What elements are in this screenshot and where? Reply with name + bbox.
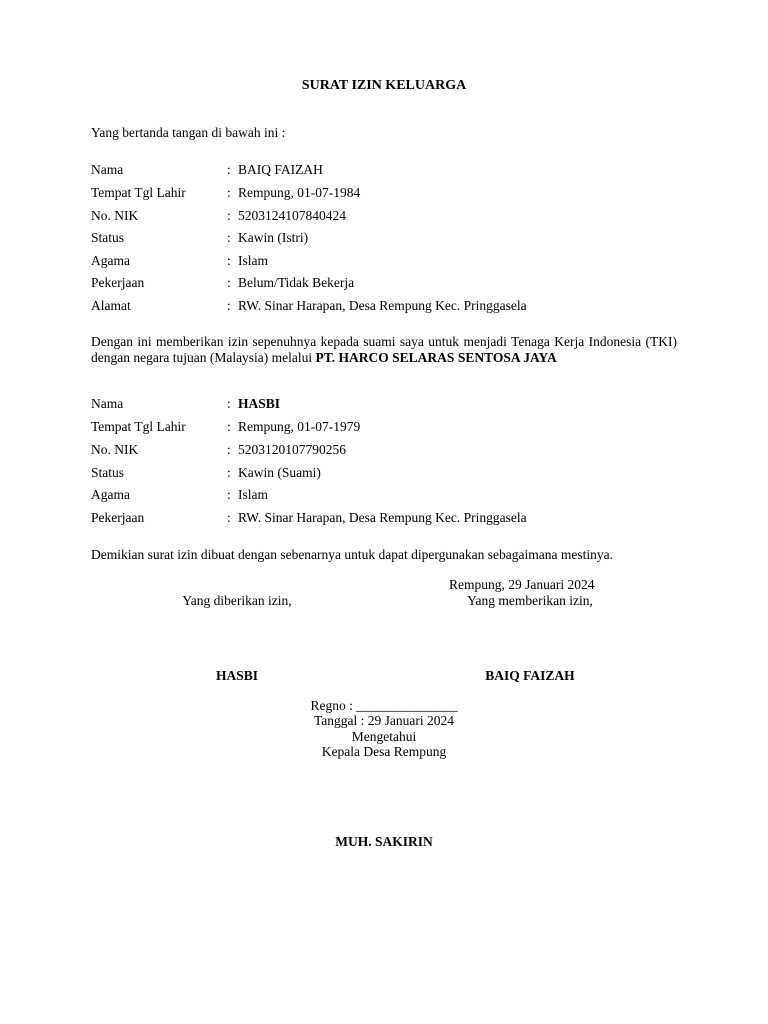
detail-colon: :	[227, 465, 231, 480]
detail-label: Nama	[91, 396, 124, 411]
detail-colon: :	[227, 185, 231, 200]
detail-label: Status	[91, 230, 125, 245]
company-name: PT. HARCO SELARAS SENTOSA JAYA	[315, 350, 557, 365]
detail-label: Pekerjaan	[91, 275, 145, 290]
detail-label: Tempat Tgl Lahir	[91, 419, 186, 434]
detail-label: Status	[91, 465, 125, 480]
detail-value: RW. Sinar Harapan, Desa Rempung Kec. Pringgasela	[238, 510, 527, 525]
detail-colon: :	[227, 419, 231, 434]
village-head-name: MUH. SAKIRIN	[335, 834, 433, 849]
detail-value: 5203124107840424	[238, 208, 346, 223]
detail-colon: :	[227, 487, 231, 502]
detail-value: BAIQ FAIZAH	[238, 162, 323, 177]
detail-colon: :	[227, 162, 231, 177]
detail-colon: :	[227, 298, 231, 313]
detail-label: Alamat	[91, 298, 131, 313]
detail-label: Nama	[91, 162, 124, 177]
detail-colon: :	[227, 208, 231, 223]
detail-value: Kawin (Istri)	[238, 230, 309, 245]
detail-value: Islam	[238, 487, 268, 502]
mengetahui-text: Mengetahui	[351, 729, 417, 744]
detail-label: Agama	[91, 253, 130, 268]
right-signature-caption: Yang memberikan izin,	[467, 593, 593, 608]
detail-colon: :	[227, 510, 231, 525]
detail-value: RW. Sinar Harapan, Desa Rempung Kec. Pringgasela	[238, 298, 527, 313]
detail-colon: :	[227, 442, 231, 457]
detail-label: Agama	[91, 487, 130, 502]
detail-value: Kawin (Suami)	[238, 465, 321, 480]
detail-value: Islam	[238, 253, 268, 268]
detail-value: Rempung, 01-07-1979	[238, 419, 361, 434]
tanggal-line: Tanggal : 29 Januari 2024	[313, 713, 455, 728]
detail-value: 5203120107790256	[238, 442, 346, 457]
village-head-role: Kepala Desa Rempung	[321, 744, 447, 759]
permission-statement	[91, 334, 677, 366]
detail-colon: :	[227, 230, 231, 245]
detail-value: Rempung, 01-07-1984	[238, 185, 361, 200]
left-signatory-name: HASBI	[215, 668, 259, 683]
intro-text: Yang bertanda tangan di bawah ini :	[91, 125, 286, 140]
detail-label: Pekerjaan	[91, 510, 145, 525]
place-date: Rempung, 29 Januari 2024	[449, 577, 595, 592]
detail-value: HASBI	[238, 396, 281, 411]
detail-label: Tempat Tgl Lahir	[91, 185, 186, 200]
letter-title: SURAT IZIN KELUARGA	[301, 78, 467, 93]
detail-colon: :	[227, 275, 231, 290]
right-signatory-name: BAIQ FAIZAH	[485, 668, 575, 683]
closing-text: Demikian surat izin dibuat dengan sebenarnya untuk dapat dipergunakan sebagaimana mestinya.	[91, 547, 613, 562]
detail-value: Belum/Tidak Bekerja	[238, 275, 355, 290]
statement-text: Dengan ini memberikan izin sepenuhnya kepada suami saya untuk menjadi Tenaga Kerja Indonesia (TKI) dengan negara tujuan (Malaysia) melalui	[91, 334, 677, 365]
detail-colon: :	[227, 253, 231, 268]
detail-label: No. NIK	[91, 442, 139, 457]
left-signature-caption: Yang diberikan izin,	[182, 593, 292, 608]
detail-colon: :	[227, 396, 231, 411]
detail-label: No. NIK	[91, 208, 139, 223]
regno-line: Regno : _______________	[310, 698, 458, 713]
